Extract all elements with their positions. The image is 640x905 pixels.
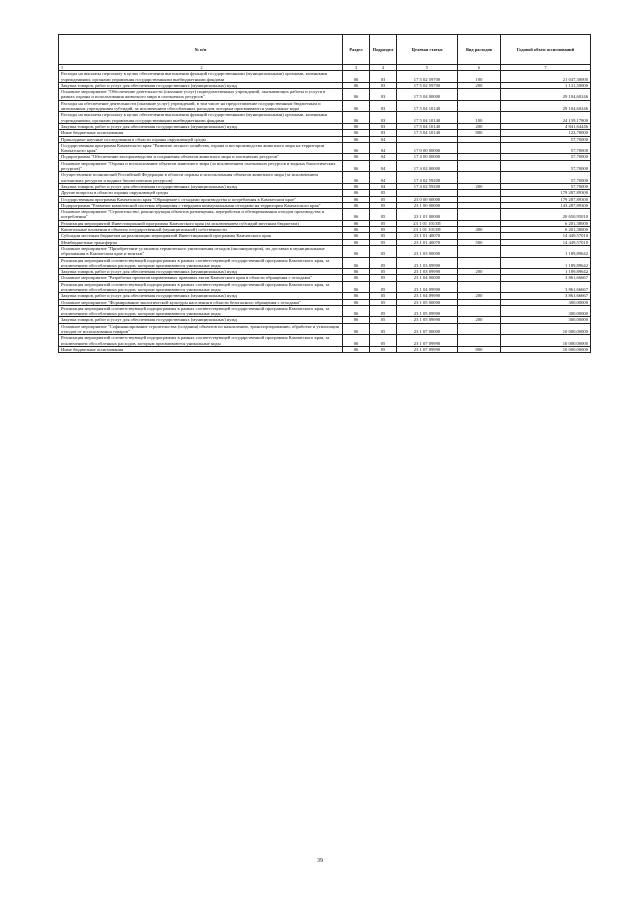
row-expense-type <box>458 89 501 101</box>
row-subsection: 03 <box>370 100 397 112</box>
row-amount: 21 047,30000 <box>501 71 591 83</box>
row-amount: 10 000,00000 <box>501 335 591 347</box>
row-name: Реализация мероприятий соответствующей подпрограммы в рамках соответствующей государственной программы Камчатского края, за исключением обособленных расходов, которым присваиваются уникальные коды <box>59 305 343 317</box>
row-name: Реализация мероприятий соответствующей подпрограммы в рамках соответствующей государственной программы Камчатского края, за исключением обособленных расходов, которым присваиваются уникальные коды <box>59 257 343 269</box>
row-subsection: 03 <box>370 71 397 83</box>
row-amount: 1 189,89642 <box>501 257 591 269</box>
row-section: 06 <box>343 346 370 352</box>
row-section: 06 <box>343 190 370 196</box>
row-subsection: 05 <box>370 190 397 196</box>
row-section: 06 <box>343 227 370 233</box>
row-name: Закупка товаров, работ и услуг для обеспечения государственных (муниципальных) нужд <box>59 183 343 189</box>
row-subsection: 03 <box>370 123 397 129</box>
row-amount: 123,78000 <box>501 130 591 136</box>
row-amount: 3 861,66667 <box>501 275 591 281</box>
row-section: 06 <box>343 82 370 88</box>
row-name: Основное мероприятие "Охрана и использование объектов животного мира (за исключением охотничьих ресурсов и водных биологических ресурсов)" <box>59 160 343 172</box>
row-amount: 57,70000 <box>501 136 591 142</box>
row-amount: 14 449,57010 <box>501 233 591 239</box>
row-target: 23 1 07 09990 <box>397 335 458 347</box>
row-amount: 57,70000 <box>501 160 591 172</box>
row-target: 17 4 02 59200 <box>397 172 458 184</box>
column-number-5: 5 <box>397 65 458 71</box>
row-subsection: 05 <box>370 346 397 352</box>
row-target: 23 1 01 40070 <box>397 233 458 239</box>
row-section: 06 <box>343 89 370 101</box>
row-target: 23 1 01 1013П <box>397 220 458 226</box>
row-subsection: 03 <box>370 82 397 88</box>
row-subsection: 05 <box>370 293 397 299</box>
row-subsection: 05 <box>370 239 397 245</box>
row-expense-type: 200 <box>458 269 501 275</box>
row-target: 17 4 02 59200 <box>397 183 458 189</box>
row-subsection: 05 <box>370 275 397 281</box>
row-amount: 57,70000 <box>501 183 591 189</box>
row-name: Осуществление полномочий Российской Федерации в области охраны и использования объектов животного мира (за исключением охотничьих ресурсов и водных биологических ресурсов) <box>59 172 343 184</box>
row-expense-type: 100 <box>458 71 501 83</box>
table-row <box>59 209 591 221</box>
row-expense-type <box>458 305 501 317</box>
row-expense-type <box>458 335 501 347</box>
row-target: 17 5 04 10140 <box>397 123 458 129</box>
row-subsection: 05 <box>370 269 397 275</box>
header-row <box>59 35 591 65</box>
row-amount: 29 104,60246 <box>501 100 591 112</box>
row-name: Подпрограмма "Обеспечение воспроизводства и сохранения объектов животного мира и охотничьих ресурсов" <box>59 154 343 160</box>
row-name: Капитальные вложения в объекты государственной (муниципальной) собственности <box>59 227 343 233</box>
row-amount: 1 189,89642 <box>501 269 591 275</box>
row-subsection: 04 <box>370 154 397 160</box>
row-amount: 57,70000 <box>501 172 591 184</box>
row-amount: 20 650,95010 <box>501 209 591 221</box>
row-name: Субсидии местным бюджетам на реализацию мероприятий Инвестиционной программы Камчатского края <box>59 233 343 239</box>
row-amount: 6 201,38000 <box>501 220 591 226</box>
row-name: Расходы на выплаты персоналу в целях обеспечения выполнения функций государственными (муниципальными) органами, казенными учреждениями, органами управления государственными внебюджетными фондами <box>59 71 343 83</box>
table-row <box>59 100 591 112</box>
table-row <box>59 346 591 352</box>
row-section: 06 <box>343 202 370 208</box>
row-amount: 143 287,89300 <box>501 202 591 208</box>
row-amount: 1 131,50000 <box>501 82 591 88</box>
row-target: 17 5 04 10140 <box>397 112 458 124</box>
row-amount: 57,70000 <box>501 142 591 154</box>
row-amount: 300,00000 <box>501 299 591 305</box>
column-number-6: 6 <box>458 65 501 71</box>
row-expense-type <box>458 160 501 172</box>
row-target: 23 1 05 09990 <box>397 317 458 323</box>
row-name: Основное мероприятие "Формирование экологической культуры населения в области безопасного обращения с отходами" <box>59 299 343 305</box>
row-target: 23 1 05 00000 <box>397 299 458 305</box>
row-expense-type: 100 <box>458 112 501 124</box>
column-number-7: 7 <box>501 65 591 71</box>
row-subsection: 05 <box>370 299 397 305</box>
row-expense-type: 200 <box>458 123 501 129</box>
column-number-2: 2 <box>200 65 203 70</box>
row-name: Другие вопросы в области охраны окружающей среды <box>59 190 343 196</box>
table-row <box>59 172 591 184</box>
row-amount: 14 449,57010 <box>501 239 591 245</box>
row-amount: 3 861,66667 <box>501 293 591 299</box>
row-target: 17 5 04 00000 <box>397 89 458 101</box>
row-target: 17 5 04 10140 <box>397 100 458 112</box>
row-amount: 1 189,89642 <box>501 245 591 257</box>
row-amount: 300,00000 <box>501 305 591 317</box>
header-amount: Годовой объем ассигнований <box>501 35 591 65</box>
row-section: 06 <box>343 100 370 112</box>
row-name: Расходы на обеспечение деятельности (оказание услуг) учреждений, в том числе на предоставление государственным бюджетным и автономным учреждениям субсидий, за исключением обособленных расходов, которым присваиваются уникальные коды <box>59 100 343 112</box>
row-section: 06 <box>343 323 370 335</box>
row-section: 06 <box>343 269 370 275</box>
row-expense-type: 500 <box>458 239 501 245</box>
row-name: Государственная программа Камчатского края "Обращение с отходами производства и потребления в Камчатском крае" <box>59 196 343 202</box>
row-target: 23 1 05 09990 <box>397 305 458 317</box>
row-section: 06 <box>343 172 370 184</box>
row-section: 06 <box>343 245 370 257</box>
row-amount: 29 104,60246 <box>501 89 591 101</box>
row-expense-type: 200 <box>458 317 501 323</box>
row-section: 06 <box>343 136 370 142</box>
table-row <box>59 305 591 317</box>
row-target: 23 1 01 40070 <box>397 239 458 245</box>
row-section: 06 <box>343 183 370 189</box>
page-number: 39 <box>317 858 323 864</box>
row-name: Закупка товаров, работ и услуг для обеспечения государственных (муниципальных) нужд <box>59 293 343 299</box>
row-section: 06 <box>343 257 370 269</box>
row-expense-type <box>458 281 501 293</box>
row-target: 17 4 02 00000 <box>397 160 458 172</box>
row-name: Подпрограмма "Развитие комплексной системы обращения с твердыми коммунальными отходами на территории Камчатского края" <box>59 202 343 208</box>
header-num: № п/п <box>59 35 343 65</box>
row-name: Реализация мероприятий соответствующей подпрограммы в рамках соответствующей государственной программы Камчатского края, за исключением обособленных расходов, которым присваиваются уникальные коды <box>59 281 343 293</box>
column-number-1: 1 <box>61 65 64 70</box>
row-section: 06 <box>343 196 370 202</box>
row-expense-type: 800 <box>458 346 501 352</box>
row-target: 23 1 03 09990 <box>397 257 458 269</box>
row-target: 17 0 00 00000 <box>397 142 458 154</box>
row-expense-type <box>458 142 501 154</box>
row-section: 06 <box>343 239 370 245</box>
budget-table <box>58 34 591 353</box>
row-subsection: 05 <box>370 335 397 347</box>
row-name: Основное мероприятие "Разработка проектов нормативных правовых актов Камчатского края в области обращения с отходами" <box>59 275 343 281</box>
table-row <box>59 89 591 101</box>
row-section: 06 <box>343 160 370 172</box>
row-section: 06 <box>343 71 370 83</box>
row-amount: 179 287,89300 <box>501 196 591 202</box>
row-section: 06 <box>343 281 370 293</box>
table-row <box>59 160 591 172</box>
row-subsection: 05 <box>370 227 397 233</box>
row-expense-type <box>458 100 501 112</box>
row-section: 06 <box>343 112 370 124</box>
row-subsection: 03 <box>370 89 397 101</box>
header-target: Целевая статья <box>397 35 458 65</box>
row-subsection: 05 <box>370 220 397 226</box>
row-expense-type <box>458 257 501 269</box>
row-name: Основное мероприятие "Строительство, реконструкция объектов размещения, переработки и обезвреживания отходов производства и потребления" <box>59 209 343 221</box>
row-section: 06 <box>343 305 370 317</box>
table-row <box>59 281 591 293</box>
row-target: 23 1 03 09990 <box>397 269 458 275</box>
row-subsection: 05 <box>370 317 397 323</box>
row-target: 17 5 02 59700 <box>397 71 458 83</box>
row-amount: 3 861,66667 <box>501 281 591 293</box>
row-target: 17 5 02 59700 <box>397 82 458 88</box>
row-name: Основное мероприятие "Приобретение установок термического уничтожения отходов (инсинераторов), их доставка в муниципальные образования в Камчатском крае и монтаж" <box>59 245 343 257</box>
row-section: 06 <box>343 293 370 299</box>
row-target: 17 4 00 00000 <box>397 154 458 160</box>
row-target: 23 1 04 09990 <box>397 281 458 293</box>
table-row <box>59 112 591 124</box>
row-name: Закупка товаров, работ и услуг для обеспечения государственных (муниципальных) нужд <box>59 317 343 323</box>
row-subsection: 05 <box>370 305 397 317</box>
row-target: 17 5 04 10140 <box>397 130 458 136</box>
table-row <box>59 335 591 347</box>
row-section: 06 <box>343 142 370 154</box>
row-section: 06 <box>343 335 370 347</box>
row-name: Закупка товаров, работ и услуг для обеспечения государственных (муниципальных) нужд <box>59 269 343 275</box>
row-name: Иные бюджетные ассигнования <box>59 130 343 136</box>
header-subsection: Подраздел <box>370 35 397 65</box>
row-subsection: 05 <box>370 257 397 269</box>
row-expense-type: 400 <box>458 227 501 233</box>
row-subsection: 05 <box>370 245 397 257</box>
row-target: 23 0 00 00000 <box>397 196 458 202</box>
row-subsection: 05 <box>370 196 397 202</box>
row-section: 06 <box>343 154 370 160</box>
row-expense-type <box>458 209 501 221</box>
row-section: 06 <box>343 233 370 239</box>
row-target: 23 1 04 09990 <box>397 293 458 299</box>
row-name: Основное мероприятие "Обеспечение деятельности (оказание услуг) подведомственных учреждений, оказывающих работы и услуги в рамках охраны и использования животного мира и охотничьих ресурсов" <box>59 89 343 101</box>
table-row <box>59 71 591 83</box>
row-amount: 6 201,38000 <box>501 227 591 233</box>
row-name: Реализация мероприятий соответствующей подпрограммы в рамках соответствующей государственной программы Камчатского края, за исключением обособленных расходов, которым присваиваются уникальные коды <box>59 335 343 347</box>
row-target: 23 1 01 1013П <box>397 227 458 233</box>
table-row <box>59 245 591 257</box>
row-name: Закупка товаров, работ и услуг для обеспечения государственных (муниципальных) нужд <box>59 82 343 88</box>
row-subsection: 04 <box>370 136 397 142</box>
row-expense-type: 800 <box>458 130 501 136</box>
row-name: Основное мероприятие "Софинансирование строительства (создания) объектов по накоплению, транспортированию, обработке и утилизации отходов от использования товаров" <box>59 323 343 335</box>
table-row <box>59 142 591 154</box>
row-amount: 24 139,17800 <box>501 112 591 124</box>
row-subsection: 05 <box>370 323 397 335</box>
row-section: 06 <box>343 123 370 129</box>
row-subsection: 05 <box>370 209 397 221</box>
header-expense-type: Вид расходов <box>458 35 501 65</box>
row-name: Государственная программа Камчатского края "Развитие лесного хозяйства, охрана и воспроизводство животного мира на территории Камчатского края" <box>59 142 343 154</box>
row-expense-type: 200 <box>458 82 501 88</box>
column-number-4: 4 <box>370 65 397 71</box>
table-row <box>59 323 591 335</box>
row-target: 23 1 07 09990 <box>397 346 458 352</box>
row-expense-type: 200 <box>458 293 501 299</box>
row-name: Иные бюджетные ассигнования <box>59 346 343 352</box>
row-section: 06 <box>343 317 370 323</box>
row-name: Реализация мероприятий Инвестиционной программы Камчатского края (за исключением субсидий местным бюджетам) <box>59 220 343 226</box>
row-target: 23 1 04 00000 <box>397 275 458 281</box>
row-target: 23 1 03 00000 <box>397 245 458 257</box>
row-subsection: 03 <box>370 130 397 136</box>
row-section: 06 <box>343 209 370 221</box>
row-subsection: 04 <box>370 160 397 172</box>
row-subsection: 04 <box>370 142 397 154</box>
row-amount: 300,00000 <box>501 317 591 323</box>
row-name: Закупка товаров, работ и услуг для обеспечения государственных (муниципальных) нужд <box>59 123 343 129</box>
row-amount: 4 841,64446 <box>501 123 591 129</box>
row-amount: 10 000,00000 <box>501 323 591 335</box>
row-section: 06 <box>343 220 370 226</box>
row-amount: 57,70000 <box>501 154 591 160</box>
row-section: 06 <box>343 299 370 305</box>
row-subsection: 05 <box>370 202 397 208</box>
row-expense-type: 200 <box>458 183 501 189</box>
row-subsection: 04 <box>370 183 397 189</box>
row-expense-type <box>458 245 501 257</box>
row-name: Расходы на выплаты персоналу в целях обеспечения выполнения функций государственными (муниципальными) органами, казенными учреждениями, органами управления государственными внебюджетными фондами <box>59 112 343 124</box>
row-amount: 179 287,89300 <box>501 190 591 196</box>
row-name: Прикладные научные исследования в области охраны окружающей среды <box>59 136 343 142</box>
row-subsection: 05 <box>370 233 397 239</box>
row-name: Межбюджетные трансферты <box>59 239 343 245</box>
row-target: 23 1 00 00000 <box>397 202 458 208</box>
row-amount: 10 000,00000 <box>501 346 591 352</box>
row-target: 23 1 01 00000 <box>397 209 458 221</box>
row-subsection: 04 <box>370 172 397 184</box>
row-subsection: 03 <box>370 112 397 124</box>
row-expense-type <box>458 172 501 184</box>
row-target: 23 1 07 00000 <box>397 323 458 335</box>
row-section: 06 <box>343 275 370 281</box>
row-section: 06 <box>343 130 370 136</box>
row-subsection: 05 <box>370 281 397 293</box>
column-number-3: 3 <box>343 65 370 71</box>
table-row <box>59 257 591 269</box>
header-section: Раздел <box>343 35 370 65</box>
row-expense-type <box>458 323 501 335</box>
